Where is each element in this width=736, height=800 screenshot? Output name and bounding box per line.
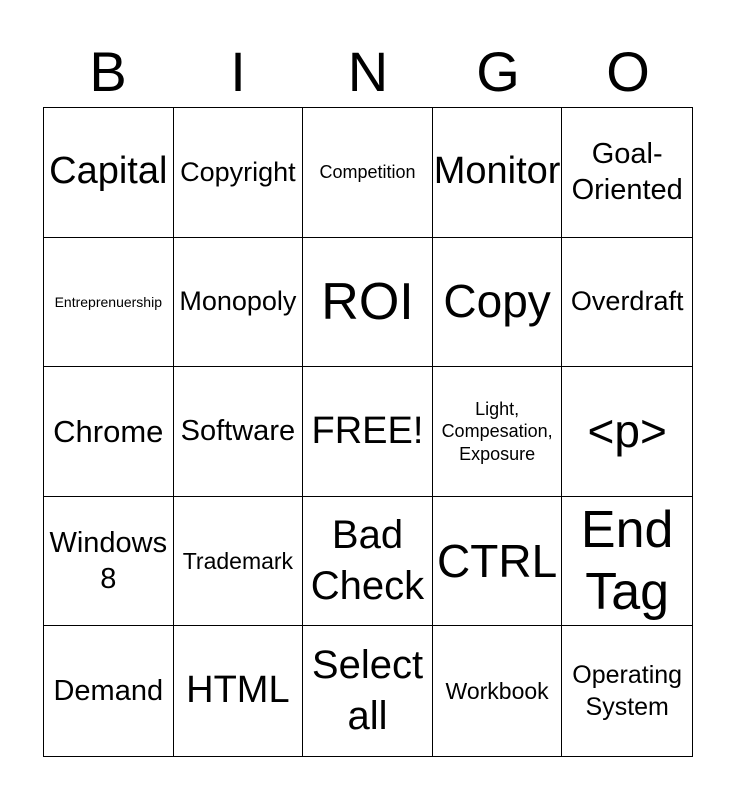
bingo-cell-r1-c5[interactable] [562, 108, 692, 238]
bingo-cell-r1-c2[interactable] [174, 108, 304, 238]
cell-label: Monitor [433, 150, 561, 193]
bingo-board [43, 107, 693, 757]
bingo-cell-r1-c3[interactable] [303, 108, 433, 238]
bingo-cell-r3-c3[interactable] [303, 367, 433, 497]
cell-label: FREE! [311, 409, 424, 452]
cell-label: HTML [186, 669, 290, 712]
bingo-cell-r3-c1[interactable] [44, 367, 174, 497]
cell-label: Goal- Oriented [571, 138, 683, 207]
bingo-cell-r4-c1[interactable] [44, 497, 174, 627]
cell-label: End Tag [580, 500, 674, 622]
bingo-cell-r5-c3[interactable] [303, 626, 433, 756]
cell-label: Demand [53, 674, 164, 707]
cell-label: Capital [49, 150, 168, 193]
cell-label: Entreprenuership [54, 293, 162, 310]
cell-label: Software [180, 414, 296, 447]
header-letter-n: N [347, 40, 389, 103]
bingo-cell-r3-c2[interactable] [174, 367, 304, 497]
cell-label: Copyright [180, 156, 296, 187]
bingo-cell-r2-c3[interactable] [303, 238, 433, 368]
cell-label: Monopoly [179, 286, 297, 317]
cell-label: Windows 8 [49, 526, 168, 596]
bingo-cell-r5-c5[interactable] [562, 626, 692, 756]
bingo-cell-r2-c1[interactable] [44, 238, 174, 368]
bingo-cell-r5-c2[interactable] [174, 626, 304, 756]
cell-label: Workbook [445, 677, 549, 704]
bingo-cell-r2-c5[interactable] [562, 238, 692, 368]
cell-label: ROI [321, 272, 414, 331]
bingo-cell-r4-c5[interactable] [562, 497, 692, 627]
cell-label: Select all [311, 643, 424, 739]
bingo-cell-r1-c4[interactable] [433, 108, 563, 238]
cell-label: Competition [319, 162, 416, 183]
cell-label: Copy [443, 275, 551, 328]
bingo-cell-r3-c4[interactable] [433, 367, 563, 497]
bingo-cell-r1-c1[interactable] [44, 108, 174, 238]
cell-label: <p> [587, 405, 667, 458]
cell-label: Light, Compesation, Exposure [441, 398, 553, 464]
bingo-cell-r5-c4[interactable] [433, 626, 563, 756]
cell-label: Overdraft [570, 286, 684, 317]
bingo-cell-r2-c2[interactable] [174, 238, 304, 368]
header-letter-g: G [476, 40, 520, 103]
bingo-cell-r3-c5[interactable] [562, 367, 692, 497]
bingo-cell-r2-c4[interactable] [433, 238, 563, 368]
bingo-cell-r4-c4[interactable] [433, 497, 563, 627]
cell-label: Operating System [572, 660, 683, 722]
cell-label: CTRL [437, 534, 558, 587]
header-letter-b: B [89, 40, 127, 103]
bingo-header [43, 40, 693, 104]
cell-label: Trademark [182, 547, 294, 574]
header-letter-o: O [606, 40, 650, 103]
cell-label: Bad Check [310, 512, 425, 609]
bingo-cell-r4-c2[interactable] [174, 497, 304, 627]
header-letter-i: I [230, 40, 246, 103]
cell-label: Chrome [53, 413, 164, 449]
bingo-cell-r4-c3[interactable] [303, 497, 433, 627]
bingo-cell-r5-c1[interactable] [44, 626, 174, 756]
